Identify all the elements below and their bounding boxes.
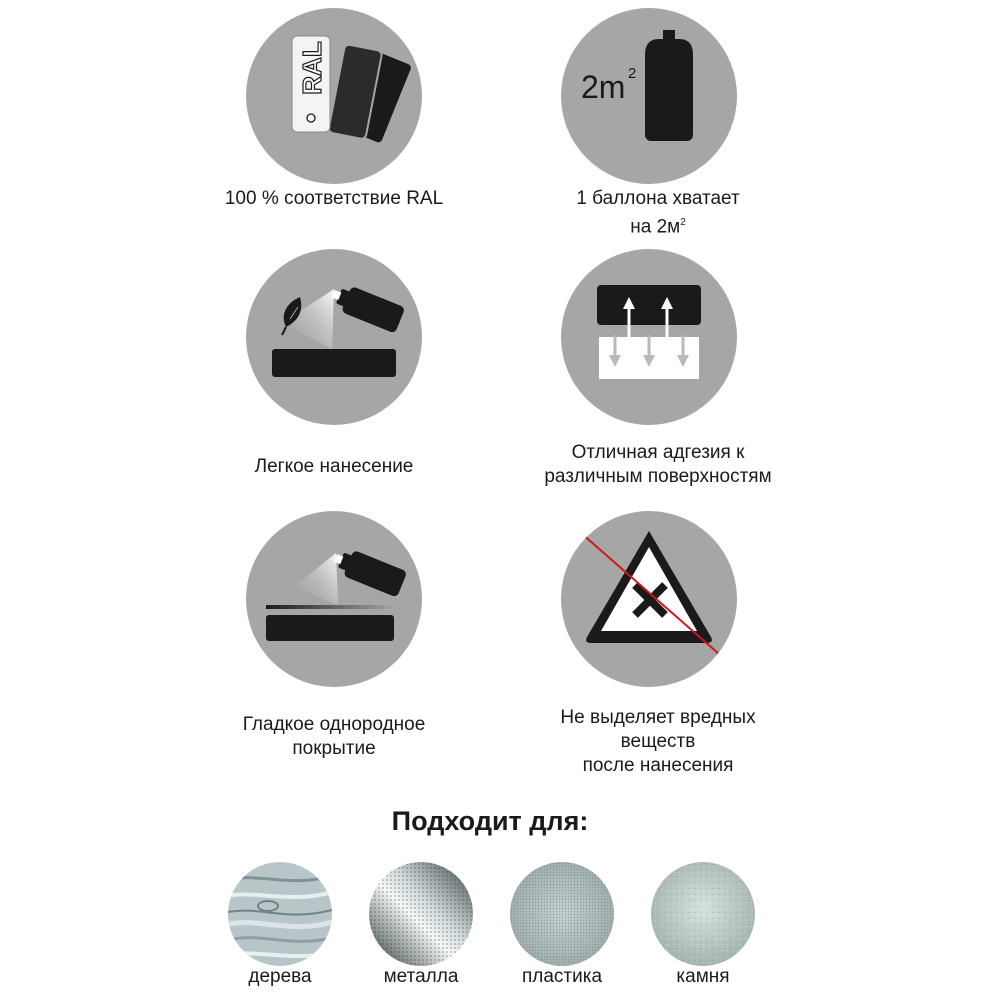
easy-application-icon: [246, 249, 422, 425]
adhesion-arrows-icon: [561, 249, 737, 425]
spray-can-coverage-icon: [561, 8, 737, 184]
adhesion-feature-circle: [561, 249, 737, 425]
smooth-coating-icon: [246, 511, 422, 687]
plastic-texture-icon: [510, 862, 614, 966]
no-harmful-substances-icon: [561, 511, 737, 687]
metal-texture-icon: [369, 862, 473, 966]
ral-feature-circle: [246, 8, 422, 184]
plastic-label: пластика: [521, 966, 603, 987]
coverage-feature-circle: [561, 8, 737, 184]
application-feature-circle: [246, 249, 422, 425]
coating-caption: Гладкое однородное покрытие: [242, 714, 426, 759]
stone-label: камня: [676, 966, 730, 987]
area-superscript: 2: [628, 65, 637, 82]
application-caption: Легкое нанесение: [254, 456, 414, 477]
wood-surface: [228, 862, 332, 966]
plastic-surface: [510, 862, 614, 966]
ral-caption: 100 % соответствие RAL: [224, 188, 444, 209]
wood-texture-icon: [228, 862, 332, 966]
metal-label: металла: [383, 966, 459, 987]
suitable-for-heading: Подходит для:: [391, 806, 589, 836]
adhesion-caption: Отличная адгезия к различным поверхностям: [544, 442, 772, 487]
safety-caption: Не выделяет вредных веществ после нанесения: [560, 707, 756, 776]
coverage-caption: 1 баллона хватает на $2м^2$: [576, 188, 740, 238]
coating-feature-circle: [246, 511, 422, 687]
safety-feature-circle: [561, 511, 737, 687]
ral-color-fan-icon: [246, 8, 422, 184]
stone-surface: [651, 862, 755, 966]
ral-text: RAL: [296, 41, 327, 95]
wood-label: дерева: [248, 966, 312, 987]
stone-texture-icon: [651, 862, 755, 966]
metal-surface: [369, 862, 473, 966]
area-text: 2m: [581, 69, 626, 105]
